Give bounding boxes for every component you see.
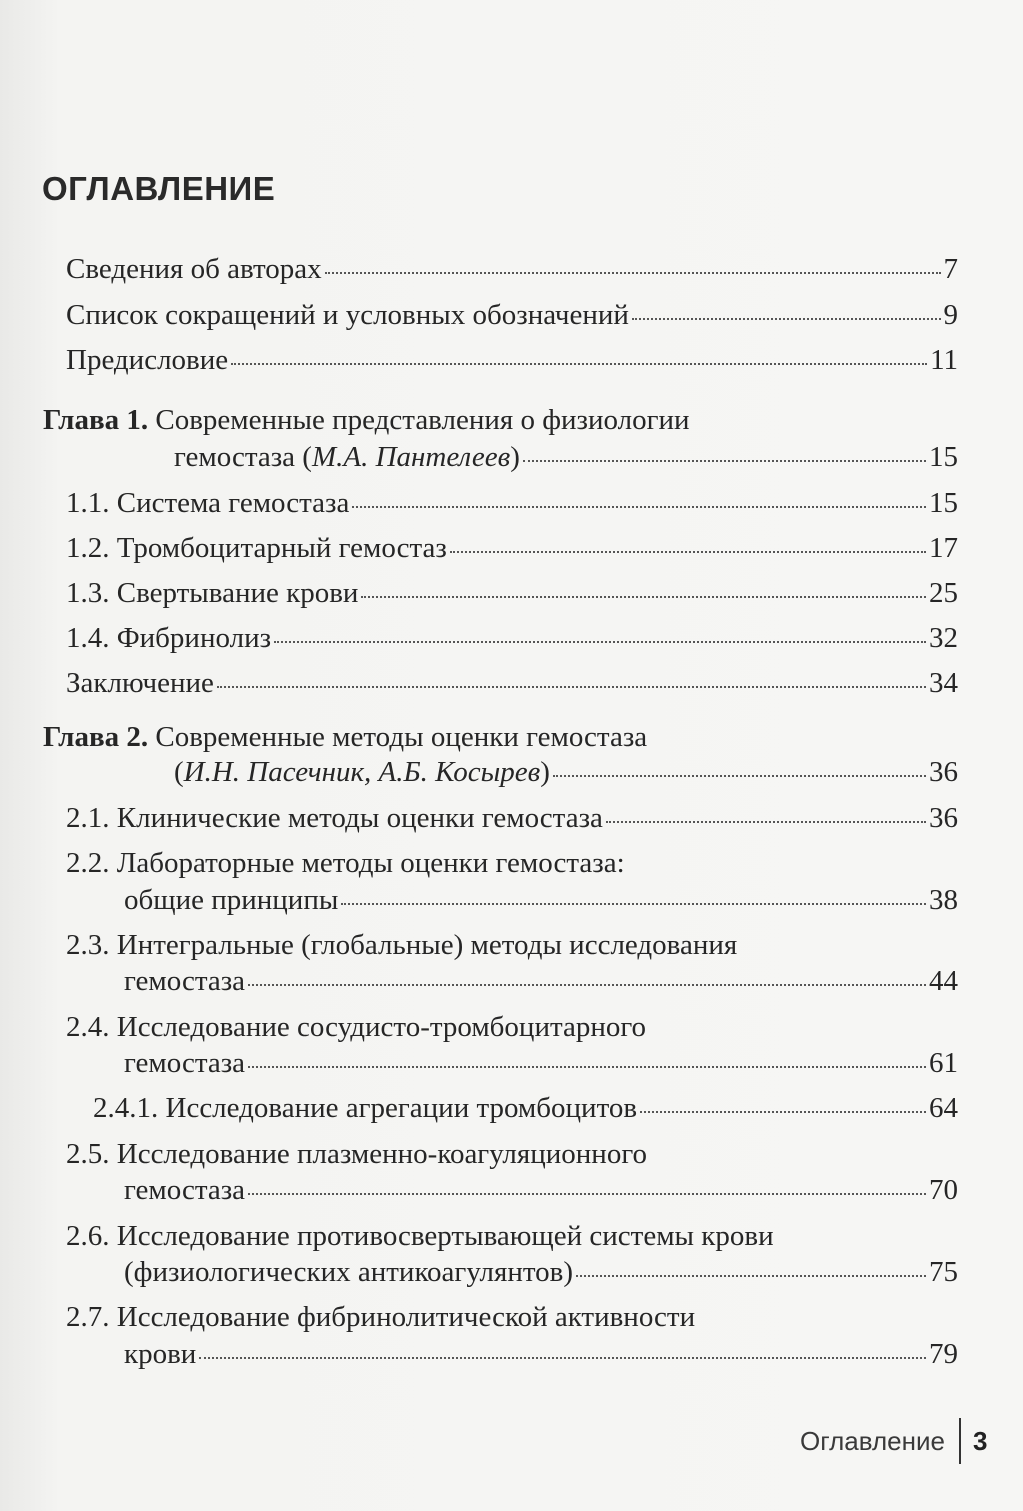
toc-entry-2-5-line1[interactable]: 2.5. Исследование плазменно-коагуляционного — [66, 1138, 647, 1170]
entry-title: Предисловие — [66, 344, 229, 376]
entry-page: 36 — [929, 802, 958, 834]
toc-entry-2-4-line2[interactable] — [124, 1046, 958, 1080]
toc-entry-2-5-line2[interactable] — [124, 1173, 958, 1207]
entry-title: 2.1. Клинические методы оценки гемостаза — [66, 802, 603, 834]
dot-leader — [640, 1110, 926, 1113]
dot-leader — [248, 1192, 926, 1195]
entry-page: 32 — [929, 622, 958, 654]
footer-divider — [959, 1418, 961, 1464]
dot-leader — [576, 1274, 926, 1277]
dot-leader — [606, 820, 926, 823]
entry-title: (физиологических антикоагулянтов) — [124, 1256, 574, 1288]
entry-title: 1.1. Система гемостаза — [66, 487, 350, 519]
entry-title: гемостаза — [124, 965, 246, 997]
entry-title: 1.4. Фибринолиз — [66, 622, 272, 654]
entry-title: 1.3. Свертывание крови — [66, 577, 359, 609]
toc-chapter-2-heading[interactable] — [43, 720, 647, 754]
running-header: Оглавление — [800, 1425, 945, 1456]
toc-entry-2-7-line1[interactable]: 2.7. Исследование фибринолитической активности — [66, 1301, 696, 1333]
chapter-label: Глава 1. — [43, 404, 149, 436]
dot-leader — [523, 459, 926, 462]
chapter-author: И.Н. Пасечник, А.Б. Косырев — [183, 756, 541, 788]
chapter-title-cont: гемостаза (М.А. Пантелеев) — [174, 441, 520, 473]
entry-title: Заключение — [66, 667, 214, 699]
dot-leader — [450, 550, 926, 553]
dot-leader — [248, 1065, 926, 1068]
entry-page: 70 — [929, 1174, 958, 1206]
entry-page: 25 — [929, 577, 958, 609]
entry-page: 7 — [943, 253, 958, 285]
toc-entry-2-2-line2[interactable] — [124, 883, 958, 917]
toc-entry-2-7-line2[interactable] — [124, 1337, 958, 1371]
toc-entry-abbreviations[interactable] — [66, 298, 958, 332]
toc-entry-2-3-line1[interactable]: 2.3. Интегральные (глобальные) методы исследования — [66, 929, 738, 961]
entry-title: гемостаза — [124, 1047, 246, 1079]
chapter-title: Современные методы оценки гемостаза — [155, 721, 648, 753]
entry-page: 64 — [929, 1092, 958, 1124]
page-title: ОГЛАВЛЕНИЕ — [42, 170, 276, 207]
toc-entry-2-4-line1[interactable]: 2.4. Исследование сосудисто-тромбоцитарного — [66, 1011, 647, 1043]
entry-page: 11 — [930, 344, 958, 376]
entry-page: 44 — [929, 965, 958, 997]
dot-leader — [217, 685, 926, 688]
toc-entry-authors[interactable] — [66, 252, 958, 286]
entry-page: 38 — [929, 884, 958, 916]
entry-title: общие принципы — [124, 884, 339, 916]
chapter-title: Современные представления о физиологии — [155, 404, 690, 436]
entry-title: Сведения об авторах — [66, 253, 322, 285]
chapter-label: Глава 2. — [43, 721, 149, 753]
dot-leader — [231, 362, 927, 365]
entry-page: 61 — [929, 1047, 958, 1079]
dot-leader — [352, 505, 926, 508]
toc-entry-2-6-line2[interactable] — [124, 1255, 958, 1289]
toc-entry-2-4-1[interactable] — [93, 1091, 958, 1125]
toc-entry-preface[interactable] — [66, 343, 958, 377]
toc-entry-2-6-line1[interactable]: 2.6. Исследование противосвертывающей системы крови — [66, 1220, 774, 1252]
toc-entry-1-1[interactable] — [66, 486, 958, 520]
chapter-title-cont: (И.Н. Пасечник, А.Б. Косырев) — [174, 756, 550, 788]
page-footer — [800, 1418, 987, 1464]
entry-page: 79 — [929, 1338, 958, 1370]
entry-page: 15 — [929, 487, 958, 519]
dot-leader — [325, 271, 941, 274]
chapter-author: М.А. Пантелеев — [311, 441, 511, 473]
toc-entry-1-conclusion[interactable] — [66, 666, 958, 700]
dot-leader — [248, 983, 926, 986]
dot-leader — [632, 317, 941, 320]
toc-entry-1-4[interactable] — [66, 621, 958, 655]
dot-leader — [553, 774, 926, 777]
entry-page: 17 — [929, 532, 958, 564]
dot-leader — [361, 595, 926, 598]
toc-entry-2-1[interactable] — [66, 801, 958, 835]
toc-chapter-1-continuation[interactable] — [174, 440, 958, 474]
toc-entry-2-2-line1[interactable]: 2.2. Лабораторные методы оценки гемостаза: — [66, 847, 625, 879]
toc-chapter-1-heading[interactable] — [43, 403, 690, 437]
toc-entry-1-3[interactable] — [66, 576, 958, 610]
toc-entry-2-3-line2[interactable] — [124, 964, 958, 998]
entry-page: 36 — [929, 756, 958, 788]
entry-title: 2.4.1. Исследование агрегации тромбоцитов — [93, 1092, 638, 1124]
entry-title: гемостаза — [124, 1174, 246, 1206]
dot-leader — [199, 1356, 926, 1359]
entry-page: 15 — [929, 441, 958, 473]
entry-title: 1.2. Тромбоцитарный гемостаз — [66, 532, 447, 564]
page-number: 3 — [972, 1425, 988, 1456]
dot-leader — [341, 902, 926, 905]
dot-leader — [274, 640, 926, 643]
entry-title: крови — [124, 1338, 197, 1370]
entry-page: 9 — [943, 299, 958, 331]
entry-page: 34 — [929, 667, 958, 699]
toc-entry-1-2[interactable] — [66, 531, 958, 565]
entry-title: Список сокращений и условных обозначений — [66, 299, 629, 331]
entry-page: 75 — [929, 1256, 958, 1288]
toc-chapter-2-continuation[interactable] — [174, 755, 958, 789]
